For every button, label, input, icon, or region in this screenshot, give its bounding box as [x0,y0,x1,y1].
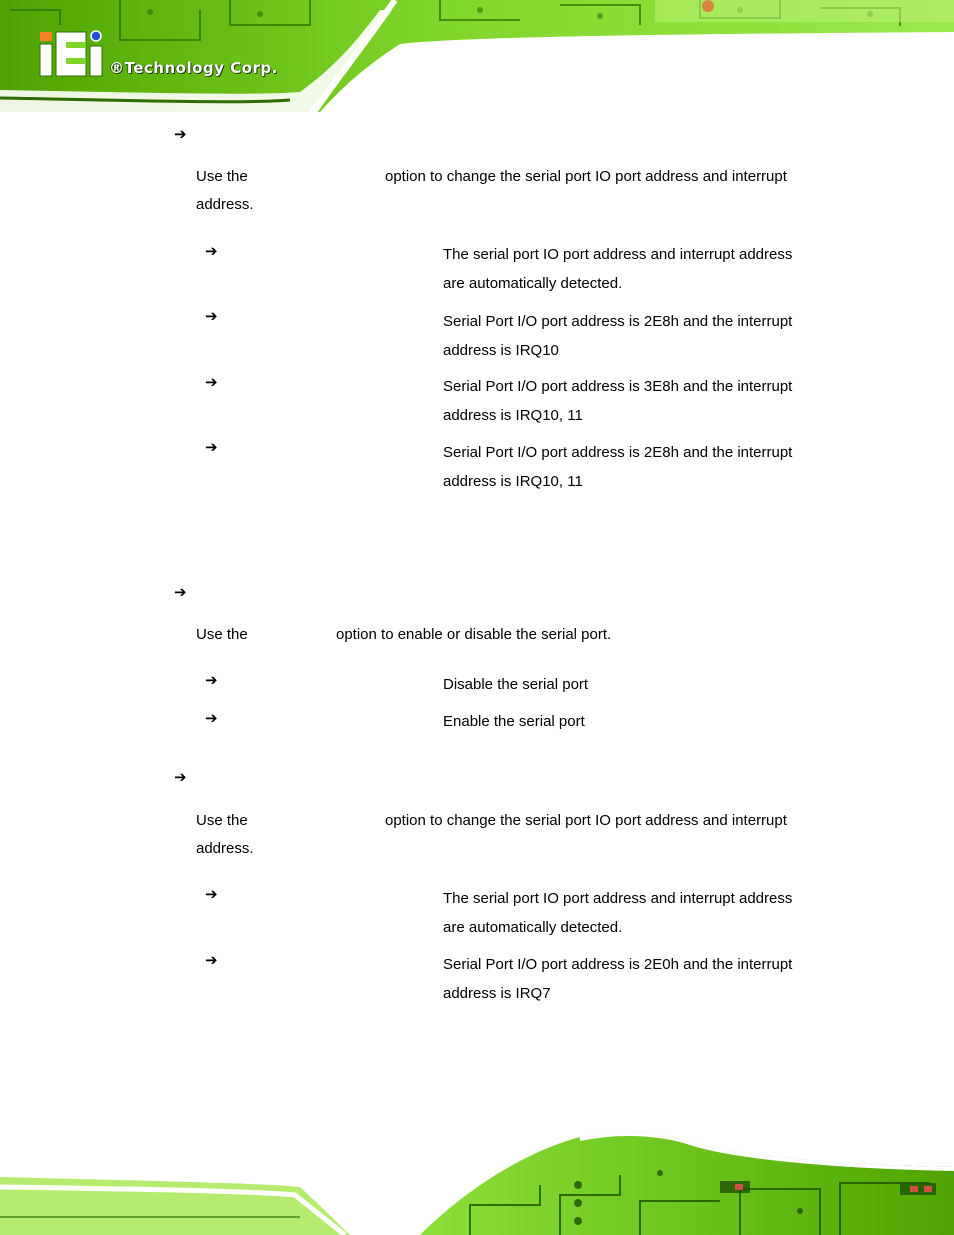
option-arrow-icon: ➔ [205,885,218,903]
brand-name: ®Technology Corp. [109,59,278,77]
circuit-board-graphic [0,1125,954,1235]
option-description: The serial port IO port address and interrupt address are automatically detected. [443,890,793,936]
option-description: Enable the serial port [443,713,585,730]
intro-text: option to change the serial port IO port address and interrupt [385,812,787,829]
footer-banner [0,1125,954,1235]
intro-text-line2: address. [196,840,254,857]
intro-text: option to change the serial port IO port address and interrupt [385,168,787,185]
option-arrow-icon: ➔ [205,373,218,391]
circuit-board-graphic [0,0,954,112]
option-arrow-icon: ➔ [205,709,218,727]
intro-use-the: Use the [196,626,248,643]
intro-text-line2: address. [196,196,254,213]
header-banner [0,0,954,112]
option-description: Serial Port I/O port address is 2E0h and the interrupt address is IRQ7 [443,956,793,1002]
option-description: Serial Port I/O port address is 3E8h and the interrupt address is IRQ10, 11 [443,378,793,424]
option-arrow-icon: ➔ [205,242,218,260]
option-arrow-icon: ➔ [205,438,218,456]
option-description: Serial Port I/O port address is 2E8h and the interrupt address is IRQ10, 11 [443,444,793,490]
intro-use-the: Use the [196,168,248,185]
option-arrow-icon: ➔ [205,307,218,325]
option-arrow-icon: ➔ [205,951,218,969]
intro-use-the: Use the [196,812,248,829]
option-description: The serial port IO port address and interrupt address are automatically detected. [443,246,793,292]
section-arrow-icon: ➔ [174,583,187,601]
section-arrow-icon: ➔ [174,768,187,786]
section-arrow-icon: ➔ [174,125,187,143]
intro-text: option to enable or disable the serial port. [336,626,612,643]
option-description: Serial Port I/O port address is 2E8h and the interrupt address is IRQ10 [443,313,793,359]
option-description: Disable the serial port [443,676,589,693]
option-arrow-icon: ➔ [205,671,218,689]
